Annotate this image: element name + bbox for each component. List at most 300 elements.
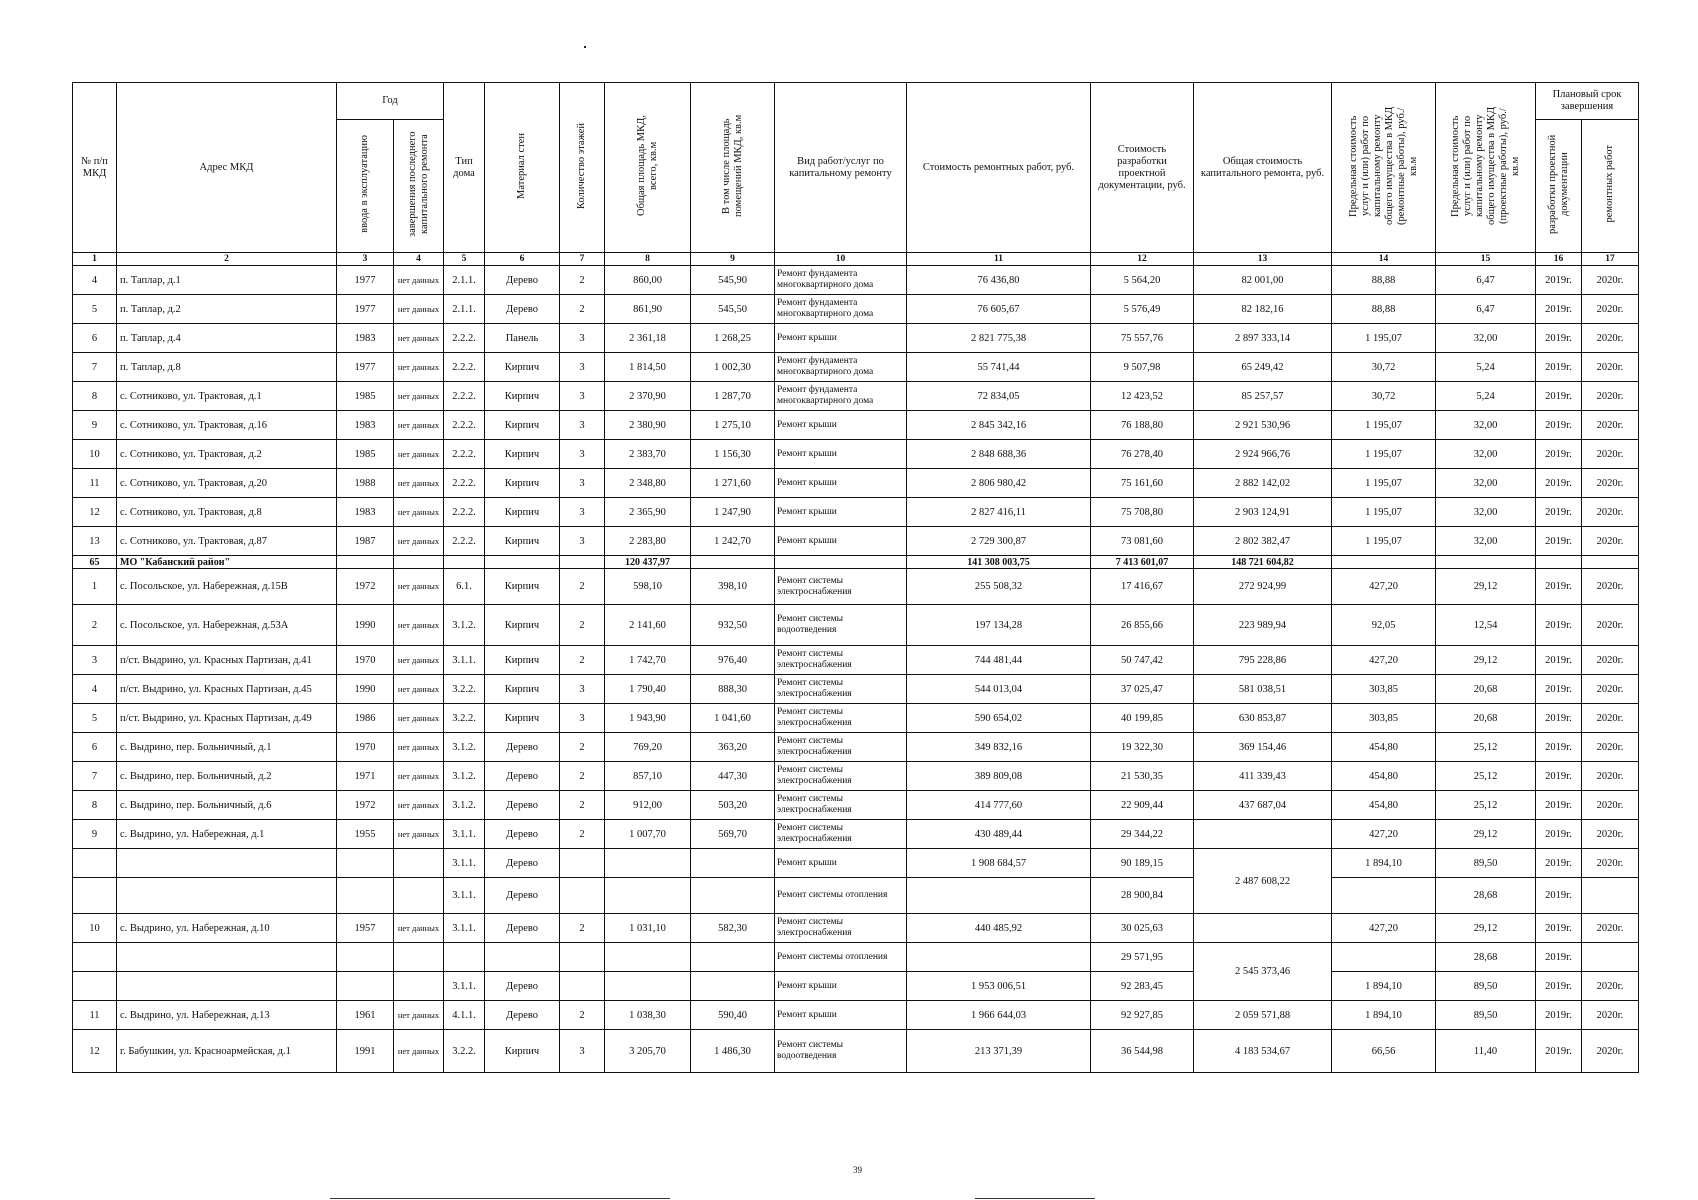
- work-type-cell: Ремонт системы электроснабжения: [775, 791, 907, 820]
- work-type-cell: Ремонт системы электроснабжения: [775, 733, 907, 762]
- limit-cost-repair-cell: 30,72: [1332, 382, 1436, 411]
- scan-edge-line-left: [330, 1198, 670, 1199]
- table-row: [73, 1001, 1639, 1030]
- house-type-cell: 3.1.1.: [444, 914, 485, 943]
- year-last-repair-cell: нет данных: [394, 382, 444, 411]
- total-cost-cell: 2 903 124,91: [1194, 498, 1332, 527]
- deadline-design-cell: 2019г.: [1536, 295, 1582, 324]
- floors-cell: 2: [560, 762, 605, 791]
- deadline-works-cell: 2020г.: [1582, 295, 1639, 324]
- row-number: 6: [73, 733, 117, 762]
- year-last-repair-cell: нет данных: [394, 295, 444, 324]
- floors-cell: 2: [560, 646, 605, 675]
- limit-cost-design-cell: 12,54: [1436, 605, 1536, 646]
- table-row: [73, 605, 1639, 646]
- house-type-cell: 6.1.: [444, 569, 485, 605]
- wall-material-cell: Кирпич: [485, 605, 560, 646]
- work-type-cell: Ремонт системы водоотведения: [775, 1030, 907, 1073]
- empty-cell: [691, 849, 775, 878]
- limit-cost-repair-cell: 1 894,10: [1332, 1001, 1436, 1030]
- floors-cell: 2: [560, 914, 605, 943]
- design-cost-cell: 17 416,67: [1091, 569, 1194, 605]
- work-type-cell: Ремонт системы водоотведения: [775, 605, 907, 646]
- empty-cell: [605, 972, 691, 1001]
- design-cost-cell: 92 283,45: [1091, 972, 1194, 1001]
- deadline-design-cell: 2019г.: [1536, 675, 1582, 704]
- column-number-row: [73, 253, 1639, 266]
- total-area-cell: 857,10: [605, 762, 691, 791]
- total-area-cell: 1 031,10: [605, 914, 691, 943]
- limit-cost-design-cell: 32,00: [1436, 324, 1536, 353]
- year-last-repair-cell: нет данных: [394, 266, 444, 295]
- col-header-year-built: ввода в эксплуатацию: [337, 120, 394, 253]
- year-built-cell: 1990: [337, 675, 394, 704]
- table-body: [73, 253, 1639, 1073]
- address-cell: с. Сотниково, ул. Трактовая, д.16: [117, 411, 337, 440]
- house-type-cell: 3.1.1.: [444, 820, 485, 849]
- floors-cell: 2: [560, 820, 605, 849]
- house-type-cell: 4.1.1.: [444, 1001, 485, 1030]
- wall-material-cell: Кирпич: [485, 440, 560, 469]
- deadline-design-cell: 2019г.: [1536, 411, 1582, 440]
- limit-cost-repair-cell: 88,88: [1332, 266, 1436, 295]
- floors-cell: 2: [560, 791, 605, 820]
- empty-cell: [1194, 820, 1332, 849]
- total-cost-cell: 795 228,86: [1194, 646, 1332, 675]
- repair-cost-cell: 213 371,39: [907, 1030, 1091, 1073]
- total-area-cell: 2 283,80: [605, 527, 691, 556]
- empty-cell: [117, 943, 337, 972]
- deadline-design-cell: 2019г.: [1536, 1030, 1582, 1073]
- house-type-cell: 3.1.2.: [444, 605, 485, 646]
- table-row: [73, 849, 1639, 878]
- floors-cell: 3: [560, 324, 605, 353]
- limit-cost-repair-cell: 1 894,10: [1332, 849, 1436, 878]
- deadline-works-cell: [1582, 943, 1639, 972]
- row-number: 4: [73, 266, 117, 295]
- empty-cell: [394, 878, 444, 914]
- deadline-design-cell: 2019г.: [1536, 914, 1582, 943]
- limit-cost-repair-cell: 92,05: [1332, 605, 1436, 646]
- limit-cost-repair-cell: [1332, 943, 1436, 972]
- limit-cost-design-cell: 20,68: [1436, 704, 1536, 733]
- total-area-cell: 598,10: [605, 569, 691, 605]
- wall-material-cell: Дерево: [485, 878, 560, 914]
- premises-area-cell: 1 242,70: [691, 527, 775, 556]
- wall-material-cell: Кирпич: [485, 704, 560, 733]
- deadline-works-cell: 2020г.: [1582, 791, 1639, 820]
- column-number: 13: [1194, 253, 1332, 266]
- deadline-design-cell: 2019г.: [1536, 762, 1582, 791]
- repair-cost-cell: 2 848 688,36: [907, 440, 1091, 469]
- empty-cell: [605, 943, 691, 972]
- premises-area-cell: 545,90: [691, 266, 775, 295]
- scan-speck: [584, 46, 586, 48]
- floors-cell: 3: [560, 382, 605, 411]
- design-cost-cell: 50 747,42: [1091, 646, 1194, 675]
- col-header-house-type: Тип дома: [444, 83, 485, 253]
- house-type-cell: 2.2.2.: [444, 411, 485, 440]
- house-type-cell: 2.1.1.: [444, 295, 485, 324]
- limit-cost-design-cell: 32,00: [1436, 440, 1536, 469]
- deadline-design-cell: 2019г.: [1536, 353, 1582, 382]
- limit-cost-design-cell: 25,12: [1436, 762, 1536, 791]
- design-cost-cell: 22 909,44: [1091, 791, 1194, 820]
- house-type-cell: 2.2.2.: [444, 440, 485, 469]
- house-type-cell: 2.2.2.: [444, 382, 485, 411]
- year-built-cell: 1972: [337, 791, 394, 820]
- deadline-design-cell: 2019г.: [1536, 498, 1582, 527]
- repair-cost-cell: 389 809,08: [907, 762, 1091, 791]
- year-last-repair-cell: нет данных: [394, 704, 444, 733]
- table-row: [73, 972, 1639, 1001]
- row-number: 1: [73, 569, 117, 605]
- table-row: [73, 411, 1639, 440]
- house-type-cell: 3.1.2.: [444, 762, 485, 791]
- limit-cost-design-cell: 29,12: [1436, 569, 1536, 605]
- repair-cost-cell: 430 489,44: [907, 820, 1091, 849]
- total-cost-cell: 82 182,16: [1194, 295, 1332, 324]
- limit-cost-design-cell: 89,50: [1436, 972, 1536, 1001]
- column-number: 16: [1536, 253, 1582, 266]
- limit-cost-design-cell: 89,50: [1436, 849, 1536, 878]
- total-cost-cell: 4 183 534,67: [1194, 1030, 1332, 1073]
- premises-area-cell: 1 275,10: [691, 411, 775, 440]
- design-cost-cell: 90 189,15: [1091, 849, 1194, 878]
- total-cost-cell: 630 853,87: [1194, 704, 1332, 733]
- deadline-design-cell: 2019г.: [1536, 733, 1582, 762]
- row-number: 6: [73, 324, 117, 353]
- work-type-cell: Ремонт системы электроснабжения: [775, 914, 907, 943]
- total-cost-cell: 411 339,43: [1194, 762, 1332, 791]
- column-number: 11: [907, 253, 1091, 266]
- repair-cost-cell: 2 845 342,16: [907, 411, 1091, 440]
- repair-cost-cell: [907, 878, 1091, 914]
- column-number: 12: [1091, 253, 1194, 266]
- total-area-cell: 1 790,40: [605, 675, 691, 704]
- deadline-works-cell: 2020г.: [1582, 527, 1639, 556]
- total-cost-cell: 369 154,46: [1194, 733, 1332, 762]
- premises-area-cell: 1 002,30: [691, 353, 775, 382]
- row-number: 3: [73, 646, 117, 675]
- design-cost-cell: 5 576,49: [1091, 295, 1194, 324]
- wall-material-cell: [485, 943, 560, 972]
- design-cost-cell: 29 571,95: [1091, 943, 1194, 972]
- row-number: 9: [73, 411, 117, 440]
- limit-cost-design-cell: 11,40: [1436, 1030, 1536, 1073]
- total-cost-cell: 2 921 530,96: [1194, 411, 1332, 440]
- row-number: 2: [73, 605, 117, 646]
- premises-area-cell: 1 486,30: [691, 1030, 775, 1073]
- total-area-cell: 1 814,50: [605, 353, 691, 382]
- col-header-premises-area: В том числе площадь помещений МКД, кв.м: [691, 83, 775, 253]
- empty-cell: [337, 878, 394, 914]
- work-type-cell: Ремонт крыши: [775, 440, 907, 469]
- year-last-repair-cell: нет данных: [394, 1001, 444, 1030]
- col-header-deadline-works: ремонтных работ: [1582, 120, 1639, 253]
- deadline-works-cell: 2020г.: [1582, 972, 1639, 1001]
- floors-cell: 3: [560, 353, 605, 382]
- year-built-cell: 1955: [337, 820, 394, 849]
- deadline-works-cell: 2020г.: [1582, 569, 1639, 605]
- address-cell: п. Таплар, д.1: [117, 266, 337, 295]
- limit-cost-repair-cell: 427,20: [1332, 820, 1436, 849]
- premises-area-cell: 888,30: [691, 675, 775, 704]
- address-cell: г. Бабушкин, ул. Красноармейская, д.1: [117, 1030, 337, 1073]
- table-row: [73, 762, 1639, 791]
- table-row: [73, 382, 1639, 411]
- repair-cost-cell: 2 729 300,87: [907, 527, 1091, 556]
- empty-cell: [1436, 556, 1536, 569]
- limit-cost-design-cell: 28,68: [1436, 878, 1536, 914]
- total-area-cell: 1 943,90: [605, 704, 691, 733]
- year-built-cell: 1988: [337, 469, 394, 498]
- wall-material-cell: Кирпич: [485, 1030, 560, 1073]
- table-row: [73, 914, 1639, 943]
- limit-cost-repair-cell: 454,80: [1332, 733, 1436, 762]
- empty-cell: [73, 943, 117, 972]
- house-type-cell: 3.1.1.: [444, 878, 485, 914]
- empty-cell: [337, 556, 394, 569]
- total-area-cell: 1 038,30: [605, 1001, 691, 1030]
- row-number: 8: [73, 382, 117, 411]
- limit-cost-repair-cell: 427,20: [1332, 914, 1436, 943]
- col-header-no: № п/п МКД: [73, 83, 117, 253]
- empty-cell: [73, 849, 117, 878]
- house-type-cell: 2.2.2.: [444, 353, 485, 382]
- limit-cost-design-cell: 28,68: [1436, 943, 1536, 972]
- deadline-works-cell: 2020г.: [1582, 675, 1639, 704]
- year-built-cell: 1971: [337, 762, 394, 791]
- address-cell: с. Выдрино, пер. Больничный, д.1: [117, 733, 337, 762]
- floors-cell: 3: [560, 440, 605, 469]
- row-number: 4: [73, 675, 117, 704]
- total-area-cell: 861,90: [605, 295, 691, 324]
- repair-cost-cell: 2 806 980,42: [907, 469, 1091, 498]
- col-header-deadline-design: разработки проектной документации: [1536, 120, 1582, 253]
- empty-cell: [337, 972, 394, 1001]
- deadline-works-cell: 2020г.: [1582, 733, 1639, 762]
- wall-material-cell: Дерево: [485, 295, 560, 324]
- limit-cost-repair-cell: 1 195,07: [1332, 527, 1436, 556]
- table-row: [73, 266, 1639, 295]
- total-area-cell: 912,00: [605, 791, 691, 820]
- deadline-works-cell: 2020г.: [1582, 469, 1639, 498]
- empty-cell: [560, 943, 605, 972]
- table-row: [73, 733, 1639, 762]
- house-type-cell: 3.1.2.: [444, 733, 485, 762]
- deadline-works-cell: 2020г.: [1582, 914, 1639, 943]
- address-cell: п/ст. Выдрино, ул. Красных Партизан, д.41: [117, 646, 337, 675]
- wall-material-cell: Кирпич: [485, 646, 560, 675]
- total-cost-cell: 2 802 382,47: [1194, 527, 1332, 556]
- col-header-limit-cost-design: Предельная стоимость услуг и (или) работ по капитальному ремонту общего имущества в МКД (проектные работы), руб./кв.м: [1436, 83, 1536, 253]
- design-cost-cell: 5 564,20: [1091, 266, 1194, 295]
- year-built-cell: 1977: [337, 353, 394, 382]
- deadline-design-cell: 2019г.: [1536, 382, 1582, 411]
- floors-cell: 3: [560, 527, 605, 556]
- wall-material-cell: Кирпич: [485, 527, 560, 556]
- floors-cell: 3: [560, 498, 605, 527]
- repair-cost-cell: 2 827 416,11: [907, 498, 1091, 527]
- deadline-design-cell: 2019г.: [1536, 972, 1582, 1001]
- total-cost-cell: 2 882 142,02: [1194, 469, 1332, 498]
- total-area-cell: 2 383,70: [605, 440, 691, 469]
- work-type-cell: Ремонт системы электроснабжения: [775, 675, 907, 704]
- deadline-works-cell: 2020г.: [1582, 1001, 1639, 1030]
- premises-area-cell: 1 268,25: [691, 324, 775, 353]
- empty-cell: [605, 878, 691, 914]
- table-row: [73, 569, 1639, 605]
- row-number: 11: [73, 469, 117, 498]
- premises-area-cell: 398,10: [691, 569, 775, 605]
- empty-cell: [117, 878, 337, 914]
- deadline-design-cell: 2019г.: [1536, 266, 1582, 295]
- empty-cell: [394, 943, 444, 972]
- total-cost-cell: 2 924 966,76: [1194, 440, 1332, 469]
- house-type-cell: 3.1.1.: [444, 646, 485, 675]
- page-number: 39: [853, 1165, 862, 1175]
- year-built-cell: 1961: [337, 1001, 394, 1030]
- total-cost-cell: 2 059 571,88: [1194, 1001, 1332, 1030]
- address-cell: с. Посольское, ул. Набережная, д.53А: [117, 605, 337, 646]
- address-cell: п. Таплар, д.4: [117, 324, 337, 353]
- wall-material-cell: Дерево: [485, 972, 560, 1001]
- limit-cost-repair-cell: 66,56: [1332, 1030, 1436, 1073]
- premises-area-cell: 363,20: [691, 733, 775, 762]
- design-cost-cell: 75 708,80: [1091, 498, 1194, 527]
- floors-cell: 2: [560, 605, 605, 646]
- limit-cost-repair-cell: 1 195,07: [1332, 498, 1436, 527]
- deadline-design-cell: 2019г.: [1536, 469, 1582, 498]
- house-type-cell: 3.2.2.: [444, 1030, 485, 1073]
- repair-cost-cell: 349 832,16: [907, 733, 1091, 762]
- year-built-cell: 1987: [337, 527, 394, 556]
- total-cost-cell: 2 487 608,22: [1194, 849, 1332, 914]
- column-number: 5: [444, 253, 485, 266]
- limit-cost-repair-cell: 88,88: [1332, 295, 1436, 324]
- col-header-repair-cost: Стоимость ремонтных работ, руб.: [907, 83, 1091, 253]
- year-last-repair-cell: нет данных: [394, 675, 444, 704]
- deadline-works-cell: [1582, 878, 1639, 914]
- design-cost-cell: 28 900,84: [1091, 878, 1194, 914]
- empty-cell: [1536, 556, 1582, 569]
- empty-cell: [691, 556, 775, 569]
- deadline-design-cell: 2019г.: [1536, 527, 1582, 556]
- wall-material-cell: Дерево: [485, 1001, 560, 1030]
- limit-cost-repair-cell: 1 894,10: [1332, 972, 1436, 1001]
- table-row: [73, 469, 1639, 498]
- wall-material-cell: Дерево: [485, 849, 560, 878]
- wall-material-cell: Дерево: [485, 266, 560, 295]
- repair-cost-cell: 590 654,02: [907, 704, 1091, 733]
- address-cell: с. Выдрино, ул. Набережная, д.13: [117, 1001, 337, 1030]
- col-header-address: Адрес МКД: [117, 83, 337, 253]
- deadline-design-cell: 2019г.: [1536, 704, 1582, 733]
- design-cost-cell: 76 278,40: [1091, 440, 1194, 469]
- premises-area-cell: 582,30: [691, 914, 775, 943]
- scan-edge-line-right: [975, 1198, 1095, 1199]
- column-number: 15: [1436, 253, 1536, 266]
- house-type-cell: 3.1.1.: [444, 972, 485, 1001]
- year-last-repair-cell: нет данных: [394, 1030, 444, 1073]
- year-last-repair-cell: нет данных: [394, 440, 444, 469]
- work-type-cell: Ремонт системы электроснабжения: [775, 646, 907, 675]
- design-cost-cell: 36 544,98: [1091, 1030, 1194, 1073]
- address-cell: п/ст. Выдрино, ул. Красных Партизан, д.45: [117, 675, 337, 704]
- repair-cost-cell: 76 605,67: [907, 295, 1091, 324]
- year-last-repair-cell: нет данных: [394, 498, 444, 527]
- repair-cost-cell: 414 777,60: [907, 791, 1091, 820]
- total-area-cell: 2 365,90: [605, 498, 691, 527]
- address-cell: с. Выдрино, пер. Больничный, д.2: [117, 762, 337, 791]
- empty-cell: [394, 972, 444, 1001]
- total-area-cell: 769,20: [605, 733, 691, 762]
- row-number: 7: [73, 762, 117, 791]
- floors-cell: 3: [560, 675, 605, 704]
- limit-cost-repair-cell: 454,80: [1332, 762, 1436, 791]
- table-row: [73, 943, 1639, 972]
- deadline-design-cell: 2019г.: [1536, 943, 1582, 972]
- total-area-cell: 2 370,90: [605, 382, 691, 411]
- year-last-repair-cell: нет данных: [394, 820, 444, 849]
- address-cell: с. Сотниково, ул. Трактовая, д.87: [117, 527, 337, 556]
- limit-cost-design-cell: 32,00: [1436, 469, 1536, 498]
- floors-cell: 3: [560, 469, 605, 498]
- total-cost-cell: 2 897 333,14: [1194, 324, 1332, 353]
- address-cell: с. Сотниково, ул. Трактовая, д.1: [117, 382, 337, 411]
- repair-cost-cell: 141 308 003,75: [907, 556, 1091, 569]
- col-header-total-area: Общая площадь МКД, всего, кв.м: [605, 83, 691, 253]
- design-cost-cell: 76 188,80: [1091, 411, 1194, 440]
- house-type-cell: 3.1.2.: [444, 791, 485, 820]
- work-type-cell: Ремонт крыши: [775, 972, 907, 1001]
- design-cost-cell: 37 025,47: [1091, 675, 1194, 704]
- premises-area-cell: 976,40: [691, 646, 775, 675]
- deadline-design-cell: 2019г.: [1536, 605, 1582, 646]
- deadline-works-cell: 2020г.: [1582, 704, 1639, 733]
- summary-row: [73, 556, 1639, 569]
- house-type-cell: 3.1.1.: [444, 849, 485, 878]
- empty-cell: [117, 849, 337, 878]
- total-cost-cell: 148 721 604,82: [1194, 556, 1332, 569]
- deadline-works-cell: 2020г.: [1582, 646, 1639, 675]
- work-type-cell: Ремонт фундамента многоквартирного дома: [775, 353, 907, 382]
- empty-cell: [691, 943, 775, 972]
- year-built-cell: 1957: [337, 914, 394, 943]
- empty-cell: [485, 556, 560, 569]
- design-cost-cell: 40 199,85: [1091, 704, 1194, 733]
- col-header-floors: Количество этажей: [560, 83, 605, 253]
- design-cost-cell: 7 413 601,07: [1091, 556, 1194, 569]
- row-number: 65: [73, 556, 117, 569]
- work-type-cell: Ремонт крыши: [775, 1001, 907, 1030]
- repair-register-table: [72, 82, 1639, 1073]
- year-built-cell: 1983: [337, 411, 394, 440]
- deadline-works-cell: 2020г.: [1582, 353, 1639, 382]
- total-cost-cell: 65 249,42: [1194, 353, 1332, 382]
- address-cell: с. Выдрино, ул. Набережная, д.10: [117, 914, 337, 943]
- empty-cell: [560, 878, 605, 914]
- row-number: 8: [73, 791, 117, 820]
- design-cost-cell: 19 322,30: [1091, 733, 1194, 762]
- design-cost-cell: 73 081,60: [1091, 527, 1194, 556]
- year-built-cell: 1985: [337, 382, 394, 411]
- total-cost-cell: 85 257,57: [1194, 382, 1332, 411]
- limit-cost-design-cell: 89,50: [1436, 1001, 1536, 1030]
- year-built-cell: 1985: [337, 440, 394, 469]
- work-type-cell: Ремонт крыши: [775, 469, 907, 498]
